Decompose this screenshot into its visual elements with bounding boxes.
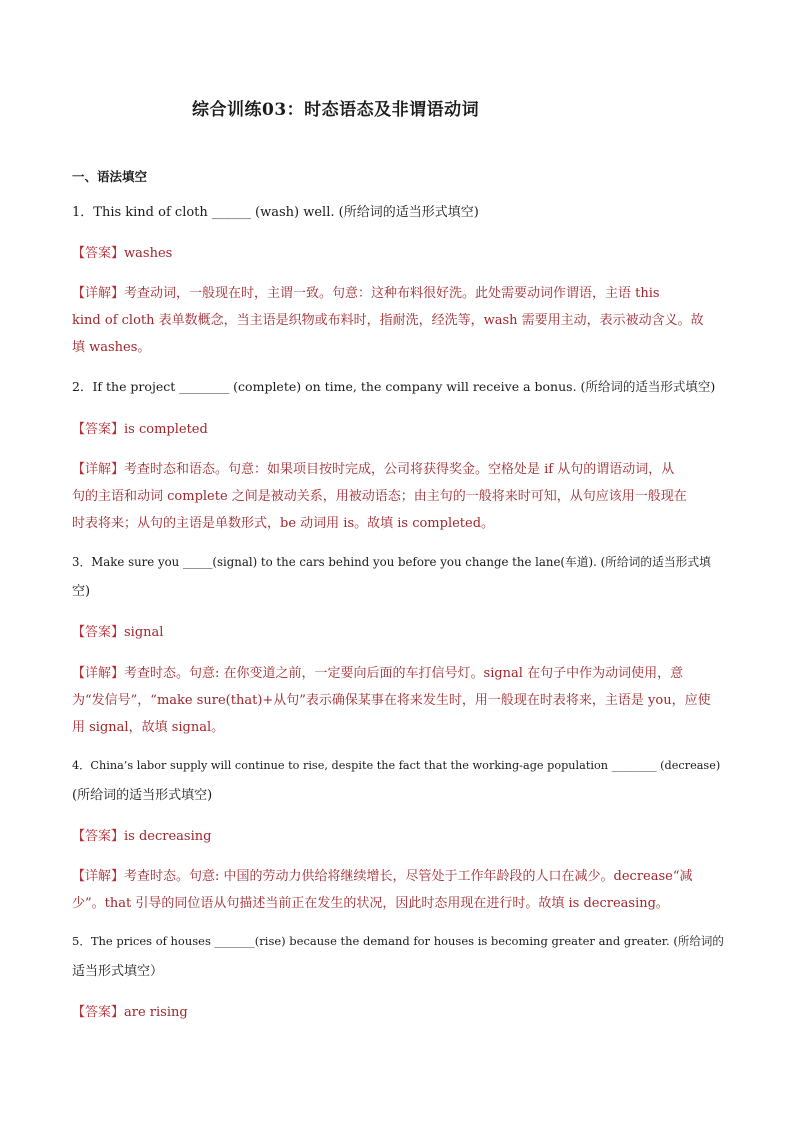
detail-3-line-3: 用 signal，故填 signal。 (72, 720, 225, 735)
page-title: 综合训练03：时态语态及非谓语动词 (192, 100, 480, 120)
detail-3-line-2: 为“发信号”，“make sure(that)+从句”表示确保某事在将来发生时，用一般现在时表将来，主语是 you，应使 (72, 693, 711, 708)
detail-tag: 【详解】 (72, 286, 125, 301)
answer-tag: 【答案】 (72, 422, 125, 437)
detail-4-line-1 (72, 865, 693, 884)
question-4-line-2: (所给词的适当形式填空) (72, 788, 213, 803)
detail-2-text-1: 考查时态和语态。句意：如果项目按时完成，公司将获得奖金。空格处是 if 从句的谓语动词，从 (124, 462, 675, 477)
detail-1-line-3: 填 washes。 (72, 340, 151, 355)
answer-tag: 【答案】 (72, 246, 125, 261)
detail-4-text-1: 考查时态。句意: 中国的劳动力供给将继续增长，尽管处于工作年龄段的人口在减少。decrease“减 (124, 869, 693, 884)
answer-5-text: are rising (124, 1005, 188, 1020)
answer-4-text: is decreasing (124, 829, 212, 844)
detail-tag: 【详解】 (72, 462, 125, 477)
question-3-line-2: 空) (72, 584, 91, 599)
detail-3-line-1 (72, 662, 683, 681)
detail-2-line-2: 句的主语和动词 complete 之间是被动关系，用被动语态；由主句的一般将来时可知，从句应该用一般现在 (72, 489, 687, 504)
section-heading: 一、语法填空 (72, 169, 148, 184)
answer-5 (72, 1001, 188, 1020)
answer-tag: 【答案】 (72, 1005, 125, 1020)
question-5-line-2: 适当形式填空） (72, 964, 164, 979)
answer-3-text: signal (124, 625, 164, 640)
question-2-line-1: 2．If the project ________ (complete) on time, the company will receive a bonus. (所给词的适当形式填空) (72, 379, 716, 394)
answer-3 (72, 621, 163, 640)
answer-tag: 【答案】 (72, 625, 125, 640)
detail-tag: 【详解】 (72, 666, 125, 681)
question-4-line-1: 4．China’s labor supply will continue to rise, despite the fact that the working-age population ________ (decrease) (72, 759, 721, 772)
detail-1-line-2: kind of cloth 表单数概念，当主语是织物或布料时，指耐洗，经洗等，wash 需要用主动，表示被动含义。故 (72, 313, 704, 328)
answer-1 (72, 242, 172, 261)
detail-2-line-3: 时表将来；从句的主语是单数形式，be 动词用 is。故填 is completed。 (72, 516, 495, 531)
question-3-line-1: 3．Make sure you _____(signal) to the cars behind you before you change the lane(车道). (所给词的适当形式填 (72, 555, 711, 569)
detail-2-line-1 (72, 458, 674, 477)
detail-1-text-1: 考查动词，一般现在时，主谓一致。句意：这种布料很好洗。此处需要动词作谓语，主语 this (124, 286, 660, 301)
detail-4-line-2: 少”。that 引导的同位语从句描述当前正在发生的状况，因此时态用现在进行时。故填 is decreasing。 (72, 896, 669, 911)
answer-tag: 【答案】 (72, 829, 125, 844)
answer-2 (72, 418, 208, 437)
question-5-line-1: 5．The prices of houses _______(rise) because the demand for houses is becoming greater and greater. (所给词的 (72, 934, 724, 948)
question-1-line-1: 1．This kind of cloth ______ (wash) well. (所给词的适当形式填空) (72, 205, 479, 220)
answer-2-text: is completed (124, 422, 208, 437)
detail-3-text-1: 考查时态。句意: 在你变道之前，一定要向后面的车打信号灯。signal 在句子中作为动词使用，意 (124, 666, 684, 681)
detail-tag: 【详解】 (72, 869, 125, 884)
detail-1-line-1 (72, 282, 660, 301)
answer-4 (72, 825, 211, 844)
answer-1-text: washes (124, 246, 173, 261)
